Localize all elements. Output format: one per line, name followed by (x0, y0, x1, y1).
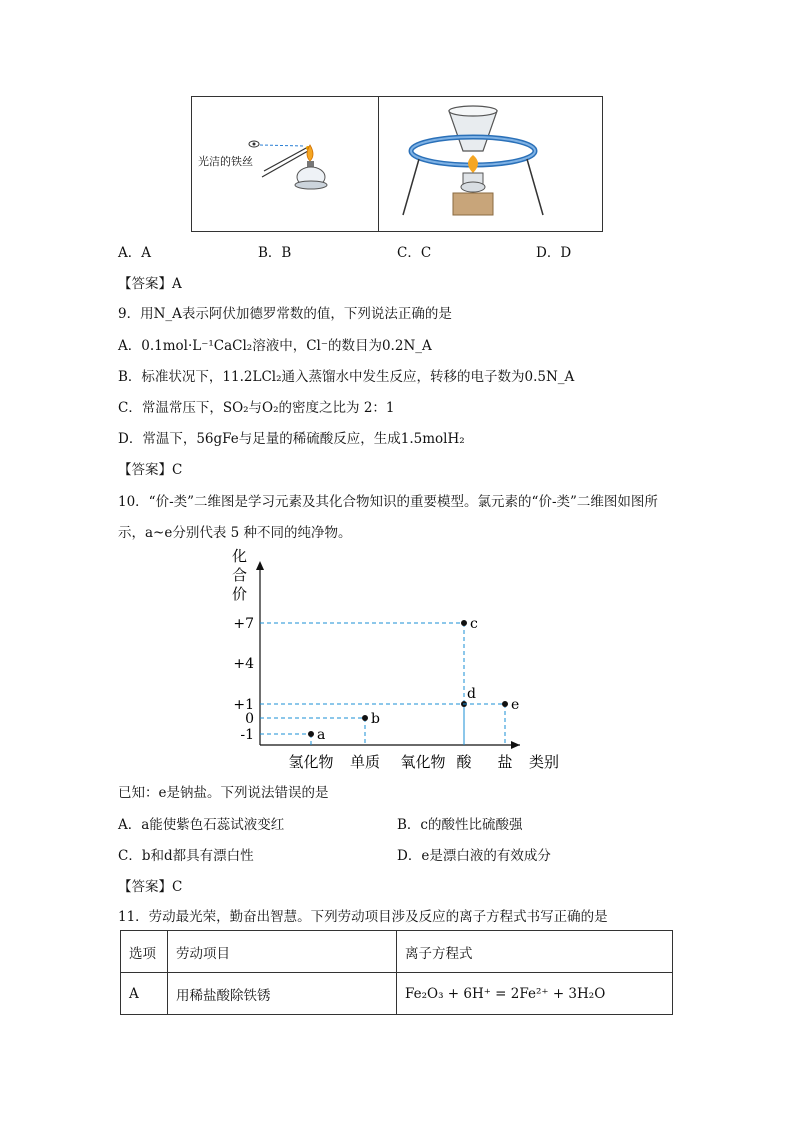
q9-option-b: B．标准状况下，11.2LCl₂通入蒸馏水中发生反应，转移的电子数为0.5N_A (118, 369, 575, 385)
table-cell: Fe₂O₃ + 6H⁺ = 2Fe²⁺ + 3H₂O (397, 973, 673, 1015)
apparatus-figure (191, 96, 603, 232)
data-point-label: b (371, 711, 380, 727)
data-point-label: c (470, 616, 478, 632)
q10-option-b: B．c的酸性比硫酸强 (397, 817, 523, 833)
y-tick-label: +1 (233, 697, 254, 713)
x-tick-label: 酸 (456, 753, 472, 771)
q9-option-d: D．常温下，56gFe与足量的稀硫酸反应，生成1.5molH₂ (118, 431, 465, 447)
valence-category-chart (220, 545, 580, 775)
q10-option-c: C．b和d都具有漂白性 (118, 848, 254, 864)
option-a: A．A (118, 245, 151, 261)
q8-answer: 【答案】A (118, 276, 182, 292)
q10-stem-line1: 10．“价-类”二维图是学习元素及其化合物知识的重要模型。氯元素的“价-类”二维图如图所 (118, 494, 658, 510)
table-header-cell: 离子方程式 (397, 931, 673, 973)
q9-answer: 【答案】C (118, 462, 183, 478)
data-point-label: d (467, 686, 476, 702)
y-axis-label-char: 合 (232, 566, 248, 584)
y-axis-label-char: 价 (232, 585, 248, 603)
table-cell: A (121, 973, 168, 1015)
x-tick-label: 氧化物 (400, 753, 446, 771)
table-header-cell: 选项 (121, 931, 168, 973)
q11-stem: 11．劳动最光荣，勤奋出智慧。下列劳动项目涉及反应的离子方程式书写正确的是 (118, 909, 608, 925)
q9-stem: 9．用N_A表示阿伏加德罗常数的值，下列说法正确的是 (118, 306, 452, 322)
q10-option-a: A．a能使紫色石蕊试液变红 (118, 817, 285, 833)
table-row (121, 973, 673, 1015)
option-d: D．D (536, 245, 572, 261)
data-point (502, 701, 508, 707)
iron-wire-label: 光洁的铁丝 (198, 156, 253, 168)
data-point (461, 620, 467, 626)
y-tick-label: +7 (233, 616, 254, 632)
y-tick-label: -1 (240, 727, 254, 743)
option-c: C．C (397, 245, 432, 261)
data-point-label: e (511, 697, 520, 713)
x-axis-arrow (511, 741, 520, 749)
q10-stem-line2: 示，a~e分别代表 5 种不同的纯净物。 (118, 525, 352, 541)
data-point (362, 715, 368, 721)
data-point-label: a (317, 727, 326, 743)
q9-option-a: A．0.1mol·L⁻¹CaCl₂溶液中，Cl⁻的数目为0.2N_A (118, 338, 432, 354)
table-cell: 用稀盐酸除铁锈 (168, 973, 397, 1015)
q10-option-d: D．e是漂白液的有效成分 (397, 848, 551, 864)
y-tick-label: +4 (233, 656, 254, 672)
option-b: B．B (258, 245, 292, 261)
q10-known: 已知：e是钠盐。下列说法错误的是 (118, 785, 329, 801)
crucible-tripod-image (379, 97, 603, 231)
table-header-cell: 劳动项目 (168, 931, 397, 973)
x-tick-label: 氢化物 (288, 753, 334, 771)
y-tick-label: 0 (245, 711, 254, 727)
data-point (308, 731, 314, 737)
x-tick-label: 盐 (497, 753, 513, 771)
y-axis-label (232, 547, 247, 603)
q9-option-c: C．常温常压下，SO₂与O₂的密度之比为 2：1 (118, 400, 395, 416)
x-tick-label: 单质 (349, 753, 381, 771)
q11-table (120, 930, 673, 1015)
iron-wire-flame-image (192, 97, 378, 231)
q10-answer: 【答案】C (118, 879, 183, 895)
y-axis-arrow (256, 561, 264, 570)
table-header-row (121, 931, 673, 973)
y-axis-label-char: 化 (232, 547, 248, 565)
x-axis-label: 类别 (528, 753, 560, 771)
